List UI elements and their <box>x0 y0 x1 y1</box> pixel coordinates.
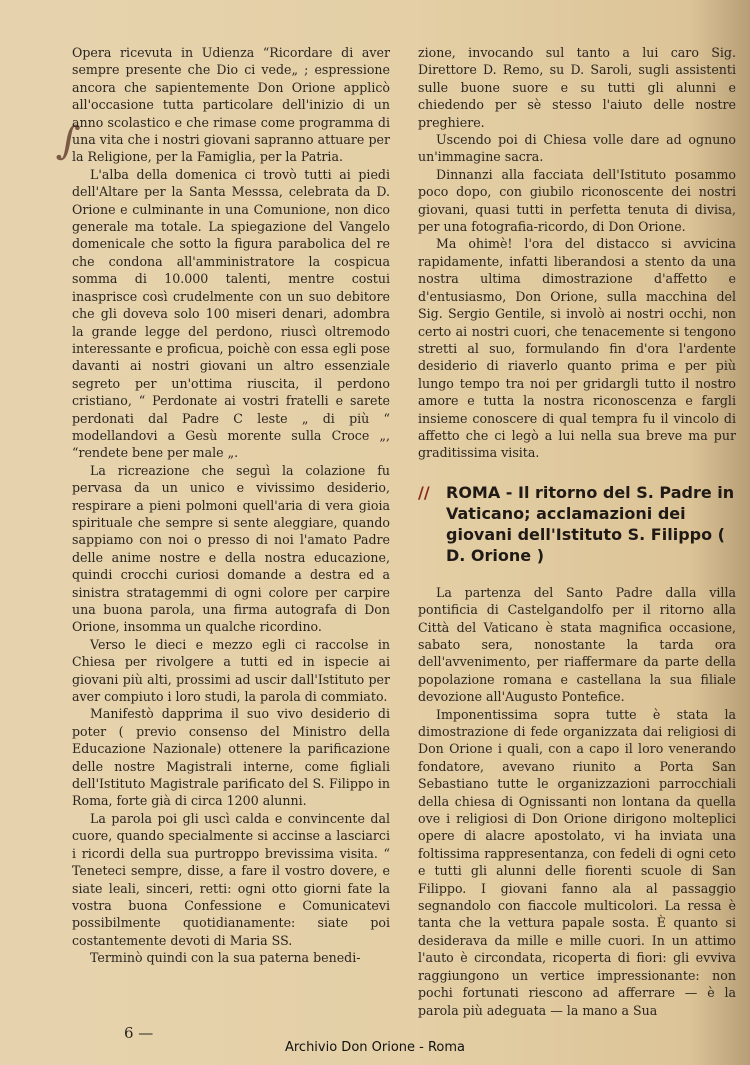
right-paragraph-3: Dinnanzi alla facciata dell'Istituto posammo poco dopo, con giubilo riconoscente dei nostri giovani, quasi tutti in perfetta tenuta di divisa, per una fotografia-ricordo, di Don Orione. <box>418 166 736 235</box>
left-paragraph-7: Terminò quindi con la sua paterna benedi- <box>90 950 361 966</box>
right-paragraph-5: La partenza del Santo Padre dalla villa pontificia di Castelgandolfo per il ritorno alla Città del Vaticano è stata magnifica occasione, sabato sera, nonostante la tarda ora dell'avvenimento, per riaffermare da parte della popolazione romana e castellana la sua filiale devozione all'Augusto Pontefice. <box>418 584 736 705</box>
right-paragraph-1: zione, invocando sul tanto a lui caro Sig. Direttore D. Remo, su D. Saroli, sugli assistenti sulle buone suore e su tutti gli alunni e chiedendo per sè stesso l'aiuto delle nostre preghiere. <box>418 45 736 130</box>
left-paragraph-1: Opera ricevuta in Udienza “Ricordare di aver sempre presente che Dio ci vede„ ; espressione ancora che sapientemente Don Orione applicò all'occasione tutta particolare dell'inizio di un anno scolastico e che rimase come programma di una vita che i nostri giovani sapranno attuare per la Religione, per la Famiglia, per la Patria. <box>72 45 390 165</box>
right-column <box>418 44 736 1019</box>
article-heading <box>418 482 736 566</box>
handwritten-margin-mark: ∫ <box>54 116 82 166</box>
right-paragraph-4: Ma ohimè! l'ora del distacco si avvicina rapidamente, infatti liberandosi a stento da una nostra ultima dimostrazione d'affetto e d'entusiasmo, Don Orione, sulla macchina del Sig. Sergio Gentile, si involò ai nostri occhi, non certo ai nostri cuori, che tenacemente si tengono stretti al suo, formulando fin d'ora l'ardente desiderio di riaverlo quanto prima e per più lungo tempo tra noi per gridargli tutto il nostro amore e tutta la nostra riconoscenza e fargli insieme conoscere di qual tempra fu il vincolo di affetto che ci legò a lui nella sua breve ma pur graditissima visita. <box>418 236 736 461</box>
right-paragraph-6: Imponentissima sopra tutte è stata la dimostrazione di fede organizzata dai religiosi di Don Orione i quali, con a capo il loro venerando fondatore, avevano riunito a Porta San Sebastiano tutte le organizzazioni parrocchiali della chiesa di Ognissanti non lontana da quella ove i religiosi di Don Orione dirigono molteplici opere di alacre apostolato, vi ha inviata una foltissima rappresentanza, con fedeli di ogni ceto e tutti gli alunni delle fiorenti scuole di San Filippo. I giovani fanno ala al passaggio segnandolo con fiaccole multicolori. La ressa è tanta che la vettura papale sosta. È quanto si desiderava da mille e mille cuori. In un attimo l'auto è circondata, ricoperta di fiori: gli evviva raggiungono un vertice impressionante: non pochi fortunati riescono ad afferrare — è la parola più adeguata — la mano a Sua <box>418 706 736 1018</box>
page-number: 6 — <box>124 1024 154 1042</box>
left-paragraph-3: La ricreazione che seguì la colazione fu pervasa da un unico e vivissimo desiderio, respirare a pieni polmoni quell'aria di vera gioia spirituale che sempre si sente aleggiare, quando sappiamo con noi o presso di noi l'amato Padre delle anime nostre e della nostra educazione, quindi crocchi curiosi domande a destra ed a sinistra stratagemmi di ogni colore per carpire una buona parola, una firma autografa di Don Orione, insomma un qualche ricordino. <box>72 462 390 635</box>
archive-footer: Archivio Don Orione - Roma <box>284 1040 466 1055</box>
left-paragraph-2: L'alba della domenica ci trovò tutti ai piedi dell'Altare per la Santa Messsa, celebrata da D. Orione e culminante in una Comunione, non dico generale ma totale. La spiegazione del Vangelo domenicale che sotto la figura parabolica del re che condona all'amministratore la cospicua somma di 10.000 talenti, mentre costui inasprisce così crudelmente con un suo debitore che gli doveva solo 100 miseri denari, adombra la grande legge del perdono, riuscì oltremodo interessante e proficua, poichè con essa egli pose davanti ai nostri giovani un altro essenziale segreto per un'ottima riuscita, il perdono cristiano, “ Perdonate ai vostri fratelli e sarete perdonati dal Padre C leste „ di più “ modellandovi a Gesù morente sulla Croce „, “rendete bene per male „. <box>72 166 390 461</box>
left-paragraph-4: Verso le dieci e mezzo egli ci raccolse in Chiesa per rivolgere a tutti ed in ispecie ai giovani più alti, prossimi ad uscir dall'Istituto per aver compiuto i loro studi, la parola di commiato. <box>72 636 390 705</box>
article-heading-text: ROMA - Il ritorno del S. Padre in Vaticano; acclamazioni dei giovani dell'Istituto S. Filippo ( D. Orione ) <box>446 482 735 565</box>
left-column <box>72 44 390 967</box>
left-paragraph-6: La parola poi gli uscì calda e convincente dal cuore, quando specialmente si accinse a lasciarci i ricordi della sua purtroppo brevissima visita. “ Teneteci sempre, disse, a fare il vostro dovere, e siate leali, sinceri, retti: ogni otto giorni fate la vostra buona Confessione e Comunicatevi possibilmente quotidianamente: siate poi costantemente devoti di Maria SS. <box>72 810 390 948</box>
heading-mark: // <box>418 482 430 502</box>
right-paragraph-2: Uscendo poi di Chiesa volle dare ad ognuno un'immagine sacra. <box>418 132 736 165</box>
left-paragraph-5: Manifestò dapprima il suo vivo desiderio di poter ( previo consenso del Ministro della Educazione Nazionale) ottenere la parificazione delle nostre Magistrali interne, come figliali dell'Istituto Magistrale parificato del S. Filippo in Roma, forte già di circa 1200 alunni. <box>72 706 390 809</box>
